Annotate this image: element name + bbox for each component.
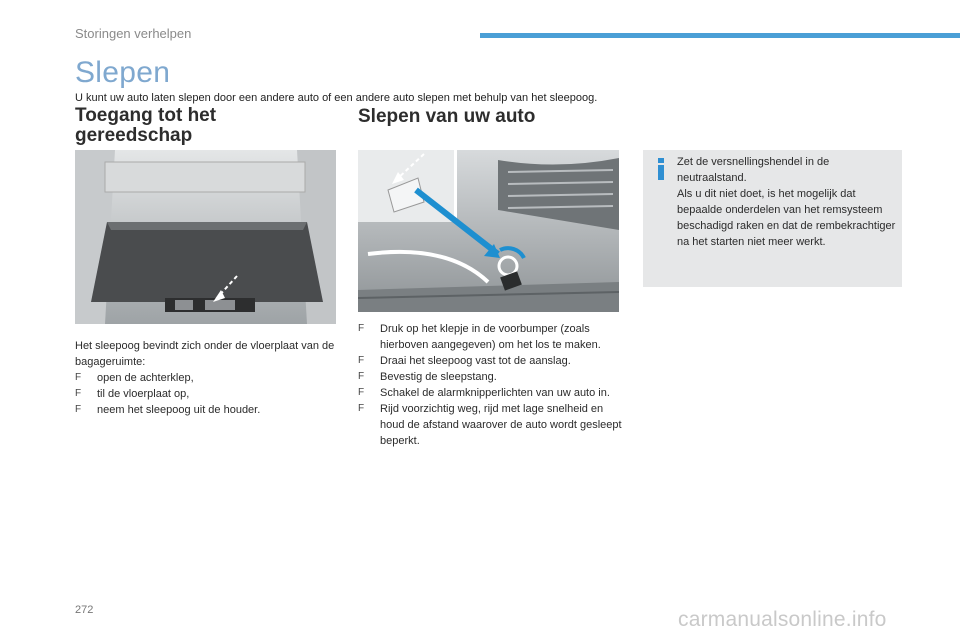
front-bumper-photo bbox=[358, 150, 619, 312]
bullet-icon: F bbox=[358, 387, 365, 398]
list-item: F open de achterklep, bbox=[75, 372, 194, 384]
bullet-icon: F bbox=[358, 403, 365, 414]
info-text: Zet de versnellingshendel in de neutraalstand. Als u dit niet doet, is het mogelijk dat bepaalde onderdelen van het remsysteem beschadigd raken en dat de rembekrachtiger na het starten niet meer werkt. bbox=[677, 156, 896, 248]
page-number: 272 bbox=[75, 604, 94, 616]
intro-text: U kunt uw auto laten slepen door een andere auto of een andere auto slepen met behulp van het sleepoog. bbox=[75, 92, 598, 104]
access-intro: Het sleepoog bevindt zich onder de vloerplaat van de bagageruimte: bbox=[75, 340, 335, 368]
list-item: F til de vloerplaat op, bbox=[75, 388, 190, 400]
bullet-icon: F bbox=[75, 404, 82, 415]
access-steps bbox=[75, 370, 337, 418]
page-title: Slepen bbox=[75, 56, 171, 89]
trunk-floor-photo bbox=[75, 150, 336, 324]
access-instructions bbox=[75, 338, 337, 418]
bullet-icon: F bbox=[358, 355, 365, 366]
bullet-icon: F bbox=[358, 371, 365, 382]
bullet-icon: F bbox=[358, 323, 365, 334]
list-item: F Draai het sleepoog vast tot de aanslag. bbox=[358, 355, 571, 367]
heading-towing: Slepen van uw auto bbox=[358, 106, 536, 127]
towing-instructions bbox=[358, 321, 626, 449]
list-item: F neem het sleepoog uit de houder. bbox=[75, 404, 261, 416]
list-item: F Rijd voorzichtig weg, rijd met lage snelheid en houd de afstand waarover de auto wordt gesleept beperkt. bbox=[358, 403, 622, 447]
bullet-icon: F bbox=[75, 388, 82, 399]
info-box bbox=[643, 150, 902, 287]
list-item: F Druk op het klepje in de voorbumper (zoals hierboven aangegeven) om het los te maken. bbox=[358, 323, 601, 351]
watermark: carmanualsonline.info bbox=[678, 608, 887, 631]
list-item: F Schakel de alarmknipperlichten van uw auto in. bbox=[358, 387, 610, 399]
header-accent-bar bbox=[480, 33, 960, 38]
bullet-icon: F bbox=[75, 372, 82, 383]
list-item: F Bevestig de sleepstang. bbox=[358, 371, 497, 383]
heading-access-tools: Toegang tot het gereedschap bbox=[75, 105, 217, 146]
towing-steps bbox=[358, 321, 626, 449]
section-title: Storingen verhelpen bbox=[75, 26, 192, 41]
info-icon bbox=[655, 158, 667, 180]
